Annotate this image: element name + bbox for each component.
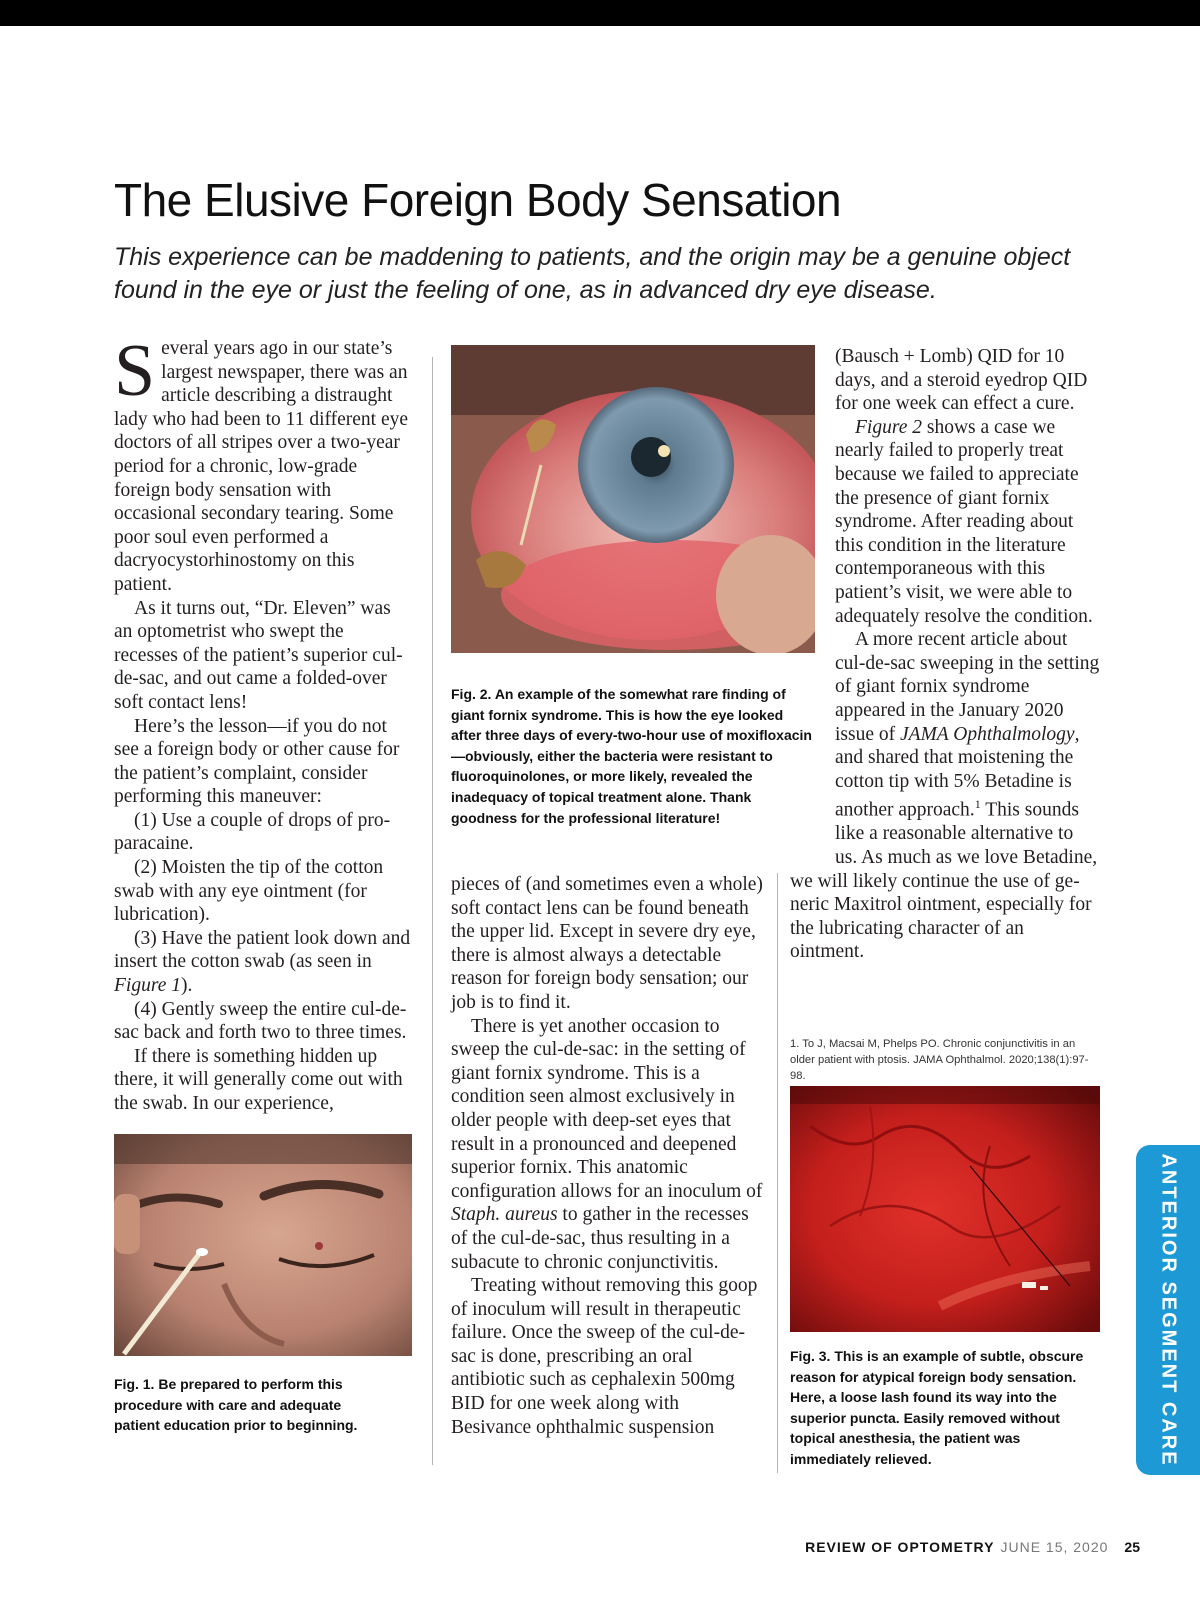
- col2-paragraph-2-end: to gather in the recesses of the cul-de-sac, thus resulting in a subacute to chronic conjunctivitis.: [451, 1204, 749, 1273]
- col3-paragraph-3-text: A more recent article about cul-de-sac sweeping in the setting of giant fornix syndrome appeared in the January 2020 issue of: [835, 629, 1100, 745]
- step-3-end: ).: [180, 975, 193, 997]
- article-title: The Elusive Foreign Body Sensation: [114, 174, 842, 226]
- paragraph-2: As it turns out, “Dr. Eleven” was an optometrist who swept the recesses of the patient’s superior cul-de-sac, and out came a folded-over soft contact lens!: [114, 597, 403, 713]
- top-bar: [0, 0, 1200, 26]
- step-2: (2) Moisten the tip of the cotton swab with any eye ointment (for lubrication).: [114, 857, 384, 926]
- article-deck: This experience can be maddening to patients, and the origin may be a genuine object found in the eye or just the feeling of one, as in advanced dry eye disease.: [114, 243, 1071, 304]
- paragraph-8: If there is something hidden up there, it will generally come out with the swab. In our experience,: [114, 1045, 403, 1114]
- section-tab-label: ANTERIOR SEGMENT CARE: [1157, 1153, 1180, 1467]
- col2-paragraph-2: [451, 1015, 763, 1275]
- figure-2-caption: Fig. 2. An example of the somewhat rare finding of giant fornix syndrome. This is how the eye looked after three days of every-two-hour use of moxifloxacin—obviously, either the bacteria were resistant to fluoroquinolones, or more likely, revealed the inadequacy of topical treatment alone. Thank goodness for the professional literature!: [451, 686, 812, 826]
- figure-2-photo: [451, 345, 815, 653]
- organism-name: Staph. aureus: [451, 1204, 558, 1226]
- col3-paragraph-2-text: shows a case we nearly failed to properly treat because we failed to appreciate the presence of giant fornix syndrome. After reading about this condition in the literature contemporaneous with this patient’s visit, we were able to adequately resolve the condition.: [835, 416, 1093, 627]
- figure-3-caption: Fig. 3. This is an example of subtle, obscure reason for atypical foreign body sensation. Here, a loose lash found its way into the superior puncta. Easily removed without topical anesthesia, the patient was immediately relieved.: [790, 1348, 1084, 1467]
- col2-paragraph-1: pieces of (and sometimes even a whole) soft contact lens can be found beneath the upper lid. Except in severe dry eye, there is almost always a detectable reason for foreign body sensation; our job is to find it.: [451, 874, 763, 1013]
- col3-paragraph-2: [790, 416, 1100, 628]
- figure-2-reference: Figure 2: [855, 416, 922, 438]
- figure-2-image: [451, 345, 815, 653]
- figure-3-image: [790, 1086, 1100, 1332]
- figure-1-caption: Fig. 1. Be prepared to perform this procedure with care and adequate patient education prior to beginning.: [114, 1376, 358, 1434]
- step-4: (4) Gently sweep the entire cul-de-sac back and forth two to three times.: [114, 998, 407, 1044]
- figure-3-photo: [790, 1086, 1100, 1332]
- col3-paragraph-3: [790, 628, 1100, 964]
- figure-1-image: [114, 1134, 412, 1356]
- page-number: 25: [1124, 1539, 1140, 1555]
- step-1: (1) Use a couple of drops of proparacaine.: [114, 809, 391, 855]
- col3-paragraph-3-mid: , and shared that moistening the cotton tip with 5% Betadine is another approach.: [835, 723, 1080, 821]
- publication-name: REVIEW OF OPTOMETRY: [805, 1539, 995, 1555]
- page-footer: [800, 1539, 1140, 1555]
- column-1: [114, 330, 412, 1129]
- column-rule-2: [777, 873, 778, 1473]
- issue-date: JUNE 15, 2020: [1000, 1539, 1109, 1555]
- section-tab: [1136, 1145, 1200, 1475]
- journal-name: JAMA Ophthalmology: [900, 723, 1075, 745]
- footnote: 1. To J, Macsai M, Phelps PO. Chronic conjunctivitis in an older patient with ptosis. JAMA Ophthalmol. 2020;138(1):97-98.: [790, 1038, 1089, 1082]
- col2-paragraph-3: Treating without removing this goop of inoculum will result in therapeutic failure. Once the sweep of the cul-de-sac is done, prescribing an oral antibiotic such as cephalexin 500mg BID for one week along with Besivance ophthalmic suspension: [451, 1275, 758, 1438]
- figure-1-reference: Figure 1: [114, 975, 181, 997]
- col3-paragraph-3-end: This sounds like a reasonable alternative to us. As much as we love Betadine, we will likely continue the use of generic Maxitrol ointment, especially for the lubricating character of an ointment.: [790, 799, 1098, 963]
- column-3: [790, 345, 1100, 1015]
- drop-cap: S: [114, 330, 156, 412]
- col3-paragraph-1: (Bausch + Lomb) QID for 10 days, and a steroid eyedrop QID for one week can effect a cure.: [835, 346, 1088, 415]
- figure-1-photo: [114, 1134, 412, 1356]
- footnote-marker: 1: [974, 797, 981, 812]
- column-2: [451, 873, 763, 1473]
- paragraph-3: Here’s the lesson—if you do not see a foreign body or other cause for the patient’s complaint, consider performing this maneuver:: [114, 715, 400, 808]
- col2-paragraph-2-text: There is yet another occasion to sweep the cul-de-sac: in the setting of giant fornix syndrome. This is a condition seen almost exclusively in older people with deep-set eyes that result in a pronounced and deepened superior fornix. This anatomic configuration allows for an inoculum of: [451, 1015, 763, 1202]
- paragraph-1: [114, 330, 412, 597]
- column-3-float-spacer: [790, 345, 835, 860]
- step-3: [114, 927, 412, 998]
- step-3-text: (3) Have the patient look down and insert the cotton swab (as seen in: [114, 927, 411, 973]
- column-rule-1: [432, 357, 433, 1465]
- paragraph-1-text: everal years ago in our state’s largest newspaper, there was an article describing a distraught lady who had been to 11 different eye doctors of all stripes over a two-year period for a chronic, low-grade foreign body sensation with occasional secondary tearing. Some poor soul even performed a dacryocystorhinostomy on this patient.: [114, 338, 409, 595]
